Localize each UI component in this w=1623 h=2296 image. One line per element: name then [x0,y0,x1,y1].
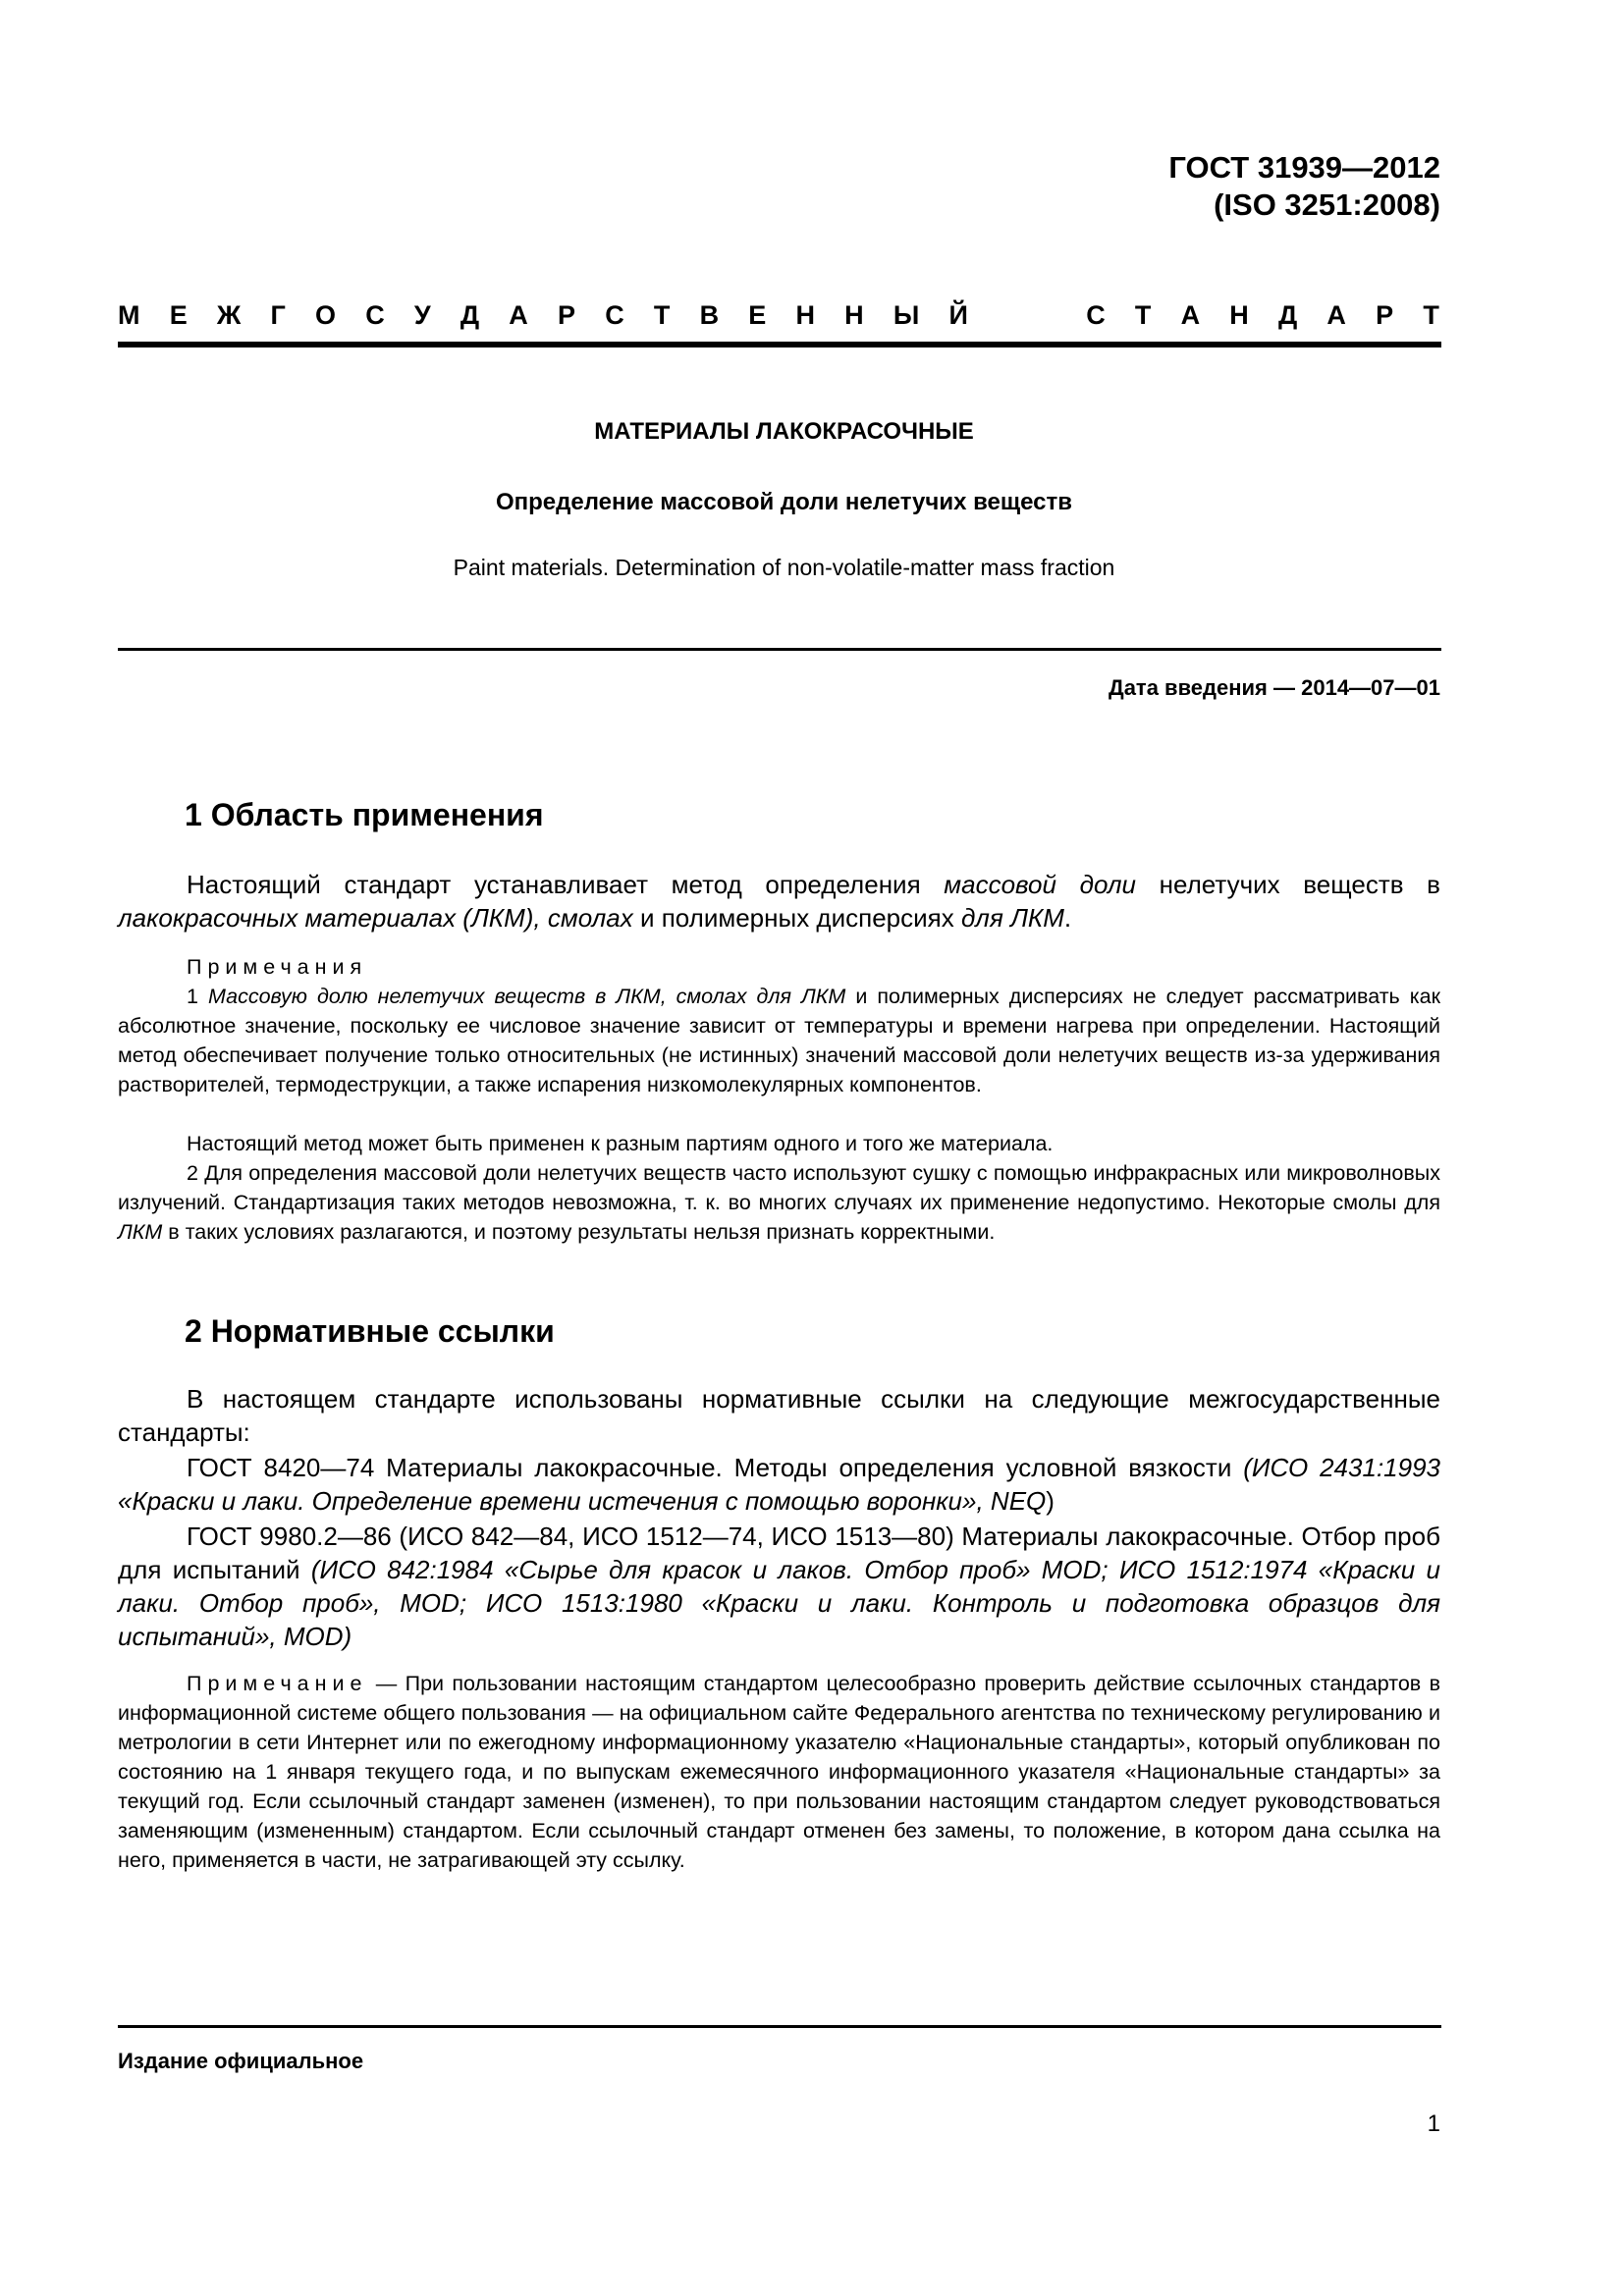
banner-letter: Т [1134,299,1152,330]
note-2 [118,1158,1440,1247]
banner-letter: С [605,299,624,330]
banner-letter: Е [169,299,188,330]
banner-letter: Р [1376,299,1394,330]
text-run: — При пользовании настоящим стандартом целесообразно проверить действие ссылочных стандартов в информационной системе общего пользования — на официальном сайте Федерального агентства по техническому регулированию и метрологии в сети Интернет или по ежегодному информационному указателю «Национальные стандарты», который опубликован по состоянию на 1 января текущего года, и по выпускам ежемесячного информационного указателя «Национальные стандарты» за текущий год. Если ссылочный стандарт заменен (изменен), то при пользовании настоящим стандартом следует руководствоваться заменяющим (измененным) стандартом. Если ссылочный стандарт отменен без замены, то положение, в котором дана ссылка на него, применяется в части, не затрагивающей эту ссылку. [118,1672,1440,1872]
banner-letter: Ы [893,299,920,330]
banner-letter: В [699,299,720,330]
section-1-heading: 1 Область применения [185,797,544,832]
banner-letter: Ж [216,299,242,330]
text-run-italic: для ЛКМ [960,903,1064,933]
banner-letter: Т [1423,299,1439,330]
banner-letter: Д [460,299,480,330]
text-run-italic: массовой доли [944,870,1136,899]
document-subtitle: Определение массовой доли нелетучих веществ [495,489,1073,515]
gost-number: ГОСТ 31939—2012 [1168,150,1440,185]
note-1 [118,982,1440,1099]
title-rule [118,648,1441,651]
standard-banner [118,296,1439,334]
banner-letter: Й [948,299,968,330]
text-run-italic: (ИСО 2431:1993 «Краски и лаки. Определение времени истечения с помощью воронки», NEQ [118,1453,1441,1516]
text-run: и полимерных дисперсиях не следует рассматривать как абсолютное значение, поскольку ее числовое значение зависит от температуры и времени нагрева при определении. Настоящий метод обеспечивает получение только относительных (не истинных) значений массовой доли нелетучих веществ из-за удерживания растворителей, термодеструкции, а также испарения низкомолекулярных компонентов. [118,985,1441,1096]
banner-letter: М [118,299,140,330]
banner-letter: Д [1277,299,1298,330]
section-2-note [118,1669,1440,1875]
text-run: ) [1046,1486,1055,1516]
banner-letter: О [314,299,336,330]
text-run-italic: (ИСО 842:1984 «Сырье для красок и лаков. Отбор проб» MOD; ИСО 1512:1974 «Краски и лаки. Отбор проб», MOD; ИСО 1513:1980 «Краски и лаки. Контроль и подготовка образцов для испытаний», MOD) [118,1555,1440,1651]
text-run: ГОСТ 9980.2—86 (ИСО 842—84, ИСО 1512—74, ИСО 1513—80) Материалы лакокрасочные. Отбор проб для испытаний [118,1522,1440,1584]
text-run: Настоящий стандарт устанавливает метод определения [187,870,945,899]
banner-letter: Т [653,299,671,330]
banner-letter: С [365,299,385,330]
banner-letter: Н [844,299,864,330]
section-1-paragraph [118,868,1440,934]
notes-label: Примечания [187,955,368,979]
text-run-italic: ЛКМ [118,1220,163,1244]
text-run-italic: лакокрасочных материалах (ЛКМ), смолах [118,903,633,933]
text-run-italic: Массовую долю нелетучих веществ в ЛКМ, смолах для ЛКМ [207,985,846,1008]
banner-letter: А [1326,299,1346,330]
text-run: 1 [187,985,208,1008]
banner-letter: А [1180,299,1201,330]
document-english-title: Paint materials. Determination of non-volatile-matter mass fraction [453,555,1115,580]
iso-number: (ISO 3251:2008) [1214,187,1440,222]
note-label: Примечание [187,1672,368,1695]
banner-letter: Р [557,299,575,330]
reference-gost-8420 [118,1451,1440,1518]
footer-rule [118,2025,1441,2028]
banner-letter: С [1086,299,1106,330]
text-run: нелетучих веществ в [1136,870,1440,899]
document-title: МАТЕРИАЛЫ ЛАКОКРАСОЧНЫЕ [594,418,974,445]
text-run: и полимерных дисперсиях [632,903,961,933]
reference-gost-9980 [118,1520,1440,1653]
banner-letter: Н [1229,299,1249,330]
text-run: 2 Для определения массовой доли нелетучих веществ часто используют сушку с помощью инфракрасных или микроволновых излучений. Стандартизация таких методов невозможна, т. к. во многих случаях их применение недопустимо. Некоторые смолы для [118,1161,1440,1214]
banner-rule [118,342,1441,347]
official-edition-label: Издание официальное [118,2049,364,2073]
text-run: ГОСТ 8420—74 Материалы лакокрасочные. Методы определения условной вязкости [187,1453,1244,1482]
text-run: в таких условиях разлагаются, и поэтому результаты нельзя признать корректными. [162,1220,996,1244]
page-number: 1 [1427,2110,1440,2137]
text-run: . [1063,903,1072,933]
banner-letter: Е [748,299,767,330]
introduction-date: Дата введения — 2014—07—01 [1109,675,1440,700]
section-2-paragraph: В настоящем стандарте использованы нормативные ссылки на следующие межгосударственные стандарты: [118,1384,1440,1447]
banner-letter: А [509,299,528,330]
banner-letter: Н [795,299,815,330]
banner-letter: Г [270,299,286,330]
note-1-extra: Настоящий метод может быть применен к разным партиям одного и того же материала. [187,1132,1054,1155]
section-2-heading: 2 Нормативные ссылки [185,1313,555,1349]
banner-letter: У [413,299,431,330]
